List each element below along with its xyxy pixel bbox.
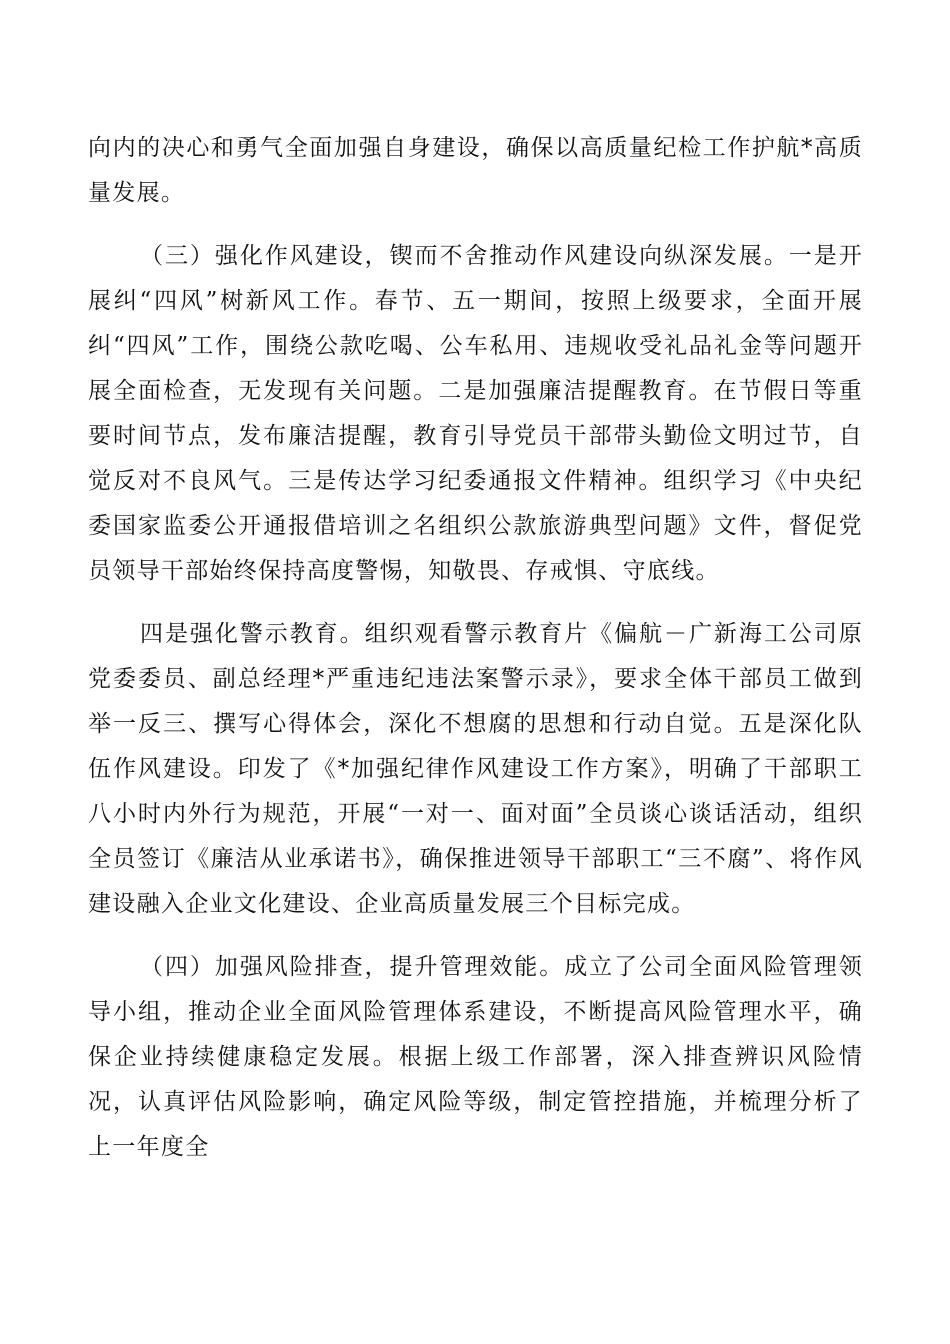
paragraph-warning-education: 四是强化警示教育。组织观看警示教育片《偏航－广新海工公司原党委委员、副总经理*严重违纪违法案警示录》，要求全体干部员工做到举一反三、撰写心得体会，深化不想腐的思想和行动自觉。五是深化队伍作风建设。印发了《*加强纪律作风建设工作方案》，明确了干部职工八小时内外行为规范，开展“一对一、面对面”全员谈心谈话活动，组织全员签订《廉洁从业承诺书》，确保推进领导干部职工“三不腐”、将作风建设融入企业文化建设、企业高质量发展三个目标完成。 (88, 621, 863, 917)
paragraph-section-three: （三）强化作风建设，锲而不舍推动作风建设向纵深发展。一是开展纠“四风”树新风工作。春节、五一期间，按照上级要求，全面开展纠“四风”工作，围绕公款吃喝、公车私用、违规收受礼品礼金等问题开展全面检查，无发现有关问题。二是加强廉洁提醒教育。在节假日等重要时间节点，发布廉洁提醒，教育引导党员干部带头勤俭文明过节，自觉反对不良风气。三是传达学习纪委通报文件精神。组织学习《中央纪委国家监委公开通报借培训之名组织公款旅游典型问题》文件，督促党员领导干部始终保持高度警惕，知敬畏、存戒惧、守底线。 (88, 243, 863, 584)
paragraph-section-four: （四）加强风险排查，提升管理效能。成立了公司全面风险管理领导小组，推动企业全面风险管理体系建设，不断提高风险管理水平，确保企业持续健康稳定发展。根据上级工作部署，深入排查辨识风险情况，认真评估风险影响，确定风险等级，制定管控措施，并梳理分析了上一年度全 (88, 954, 863, 1160)
paragraph-continuation: 向内的决心和勇气全面加强自身建设，确保以高质量纪检工作护航*高质量发展。 (88, 135, 863, 206)
document-page (88, 126, 863, 1170)
